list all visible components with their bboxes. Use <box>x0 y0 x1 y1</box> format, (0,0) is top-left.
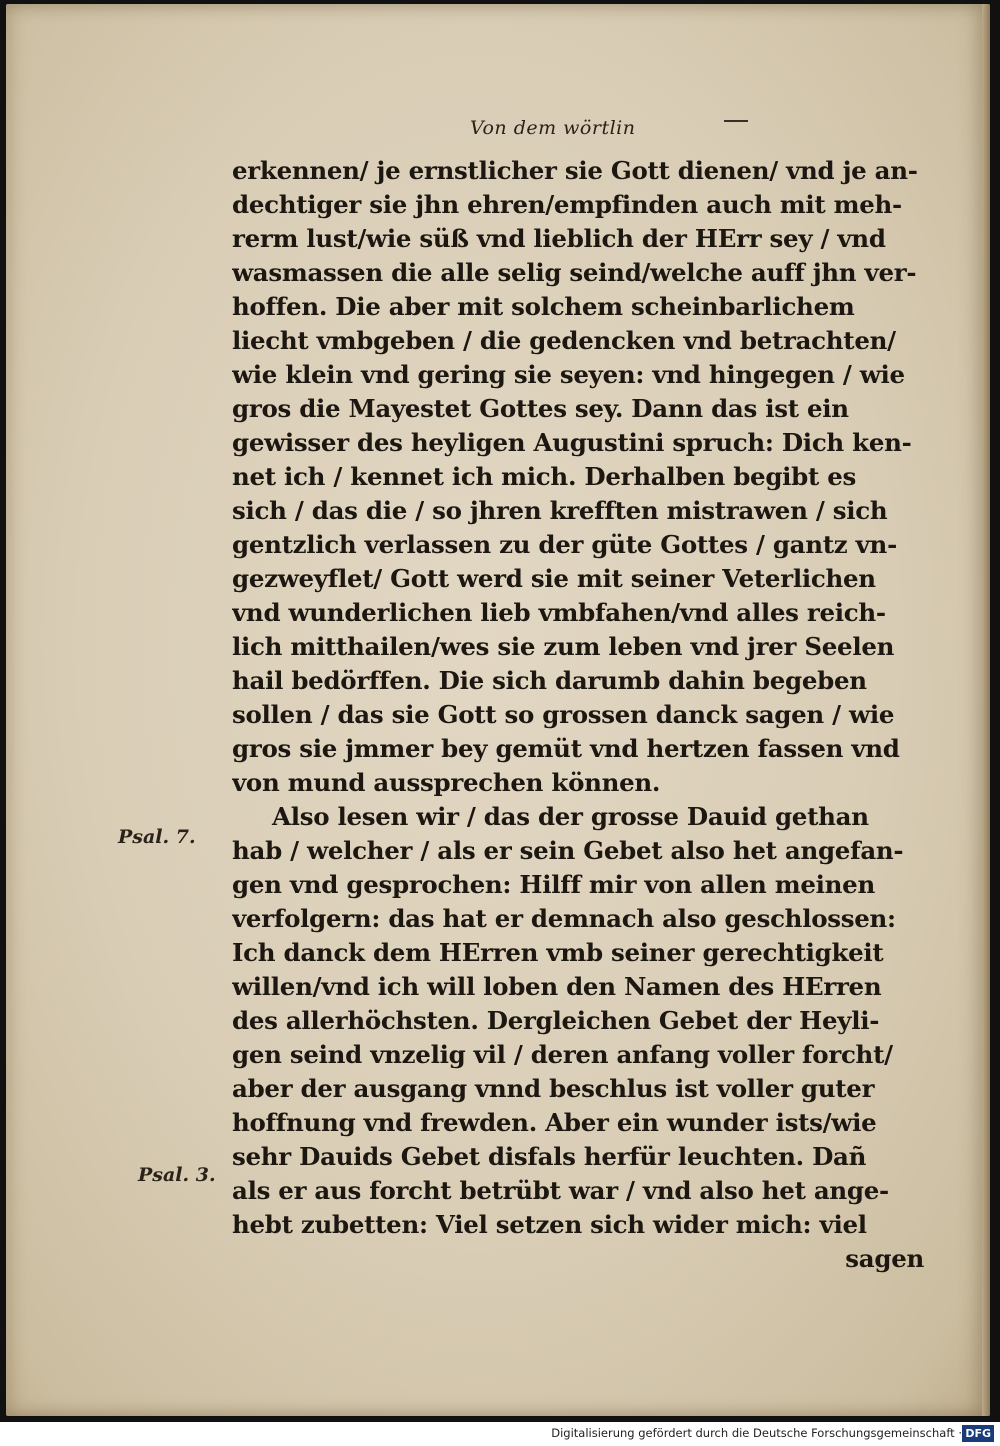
text-line: hab / welcher / als er sein Gebet also het angefan- <box>232 836 904 865</box>
text-line: rerm lust/wie süß vnd lieblich der HErr sey / vnd <box>232 224 886 253</box>
text-line: sehr Dauids Gebet disfals herfür leuchten. Dañ <box>232 1142 867 1171</box>
text-line: willen/vnd ich will loben den Namen des HErren <box>232 972 882 1001</box>
text-line: als er aus forcht betrübt war / vnd also het ange- <box>232 1176 889 1205</box>
text-line: hoffnung vnd frewden. Aber ein wunder ists/wie <box>232 1108 877 1137</box>
text-line: hail bedörffen. Die sich darumb dahin begeben <box>232 666 867 695</box>
margin-note-psalm-3: Psal. 3. <box>138 1164 216 1186</box>
text-line: von mund aussprechen können. <box>232 768 661 797</box>
text-line: erkennen/ je ernstlicher sie Gott dienen/ vnd je an- <box>232 156 918 185</box>
text-line: verfolgern: das hat er demnach also geschlossen: <box>232 904 896 933</box>
text-line: gentzlich verlassen zu der güte Gottes / gantz vn- <box>232 530 897 559</box>
text-line: Ich danck dem HErren vmb seiner gerechtigkeit <box>232 938 884 967</box>
page-edge <box>982 4 990 1416</box>
text-line: des allerhöchsten. Dergleichen Gebet der Heyli- <box>232 1006 880 1035</box>
text-line: liecht vmbgeben / die gedencken vnd betrachten/ <box>232 326 896 355</box>
running-head-rule <box>724 120 748 122</box>
text-line: gros die Mayestet Gottes sey. Dann das ist ein <box>232 394 849 423</box>
text-line: gezweyflet/ Gott werd sie mit seiner Veterlichen <box>232 564 876 593</box>
catchword: sagen <box>845 1244 924 1273</box>
text-line: gewisser des heyligen Augustini spruch: Dich ken- <box>232 428 912 457</box>
digitization-footer <box>0 1422 1000 1446</box>
text-line: Also lesen wir / das der grosse Dauid gethan <box>272 802 869 831</box>
text-line: wasmassen die alle selig seind/welche auff jhn ver- <box>232 258 917 287</box>
text-line: hebt zubetten: Viel setzen sich wider mich: viel <box>232 1210 867 1239</box>
text-line: gen vnd gesprochen: Hilff mir von allen meinen <box>232 870 875 899</box>
body-text <box>232 154 932 1276</box>
text-line: net ich / kennet ich mich. Derhalben begibt es <box>232 462 857 491</box>
running-head: Von dem wörtlin <box>470 117 636 139</box>
text-line: vnd wunderlichen lieb vmbfahen/vnd alles reich- <box>232 598 886 627</box>
text-line: lich mitthailen/wes sie zum leben vnd jrer Seelen <box>232 632 895 661</box>
text-line: sich / das die / so jhren krefften mistrawen / sich <box>232 496 888 525</box>
margin-note-psalm-7: Psal. 7. <box>118 826 196 848</box>
book-page <box>6 4 990 1416</box>
text-line: dechtiger sie jhn ehren/empfinden auch mit meh- <box>232 190 902 219</box>
text-line: gros sie jmmer bey gemüt vnd hertzen fassen vnd <box>232 734 900 763</box>
dfg-logo: DFG <box>962 1425 994 1442</box>
text-line: aber der ausgang vnnd beschlus ist voller guter <box>232 1074 875 1103</box>
footer-credit: Digitalisierung gefördert durch die Deutsche Forschungsgemeinschaft · <box>551 1426 962 1440</box>
text-line: hoffen. Die aber mit solchem scheinbarlichem <box>232 292 855 321</box>
text-line: wie klein vnd gering sie seyen: vnd hingegen / wie <box>232 360 905 389</box>
text-line: gen seind vnzelig vil / deren anfang voller forcht/ <box>232 1040 893 1069</box>
text-line: sollen / das sie Gott so grossen danck sagen / wie <box>232 700 895 729</box>
